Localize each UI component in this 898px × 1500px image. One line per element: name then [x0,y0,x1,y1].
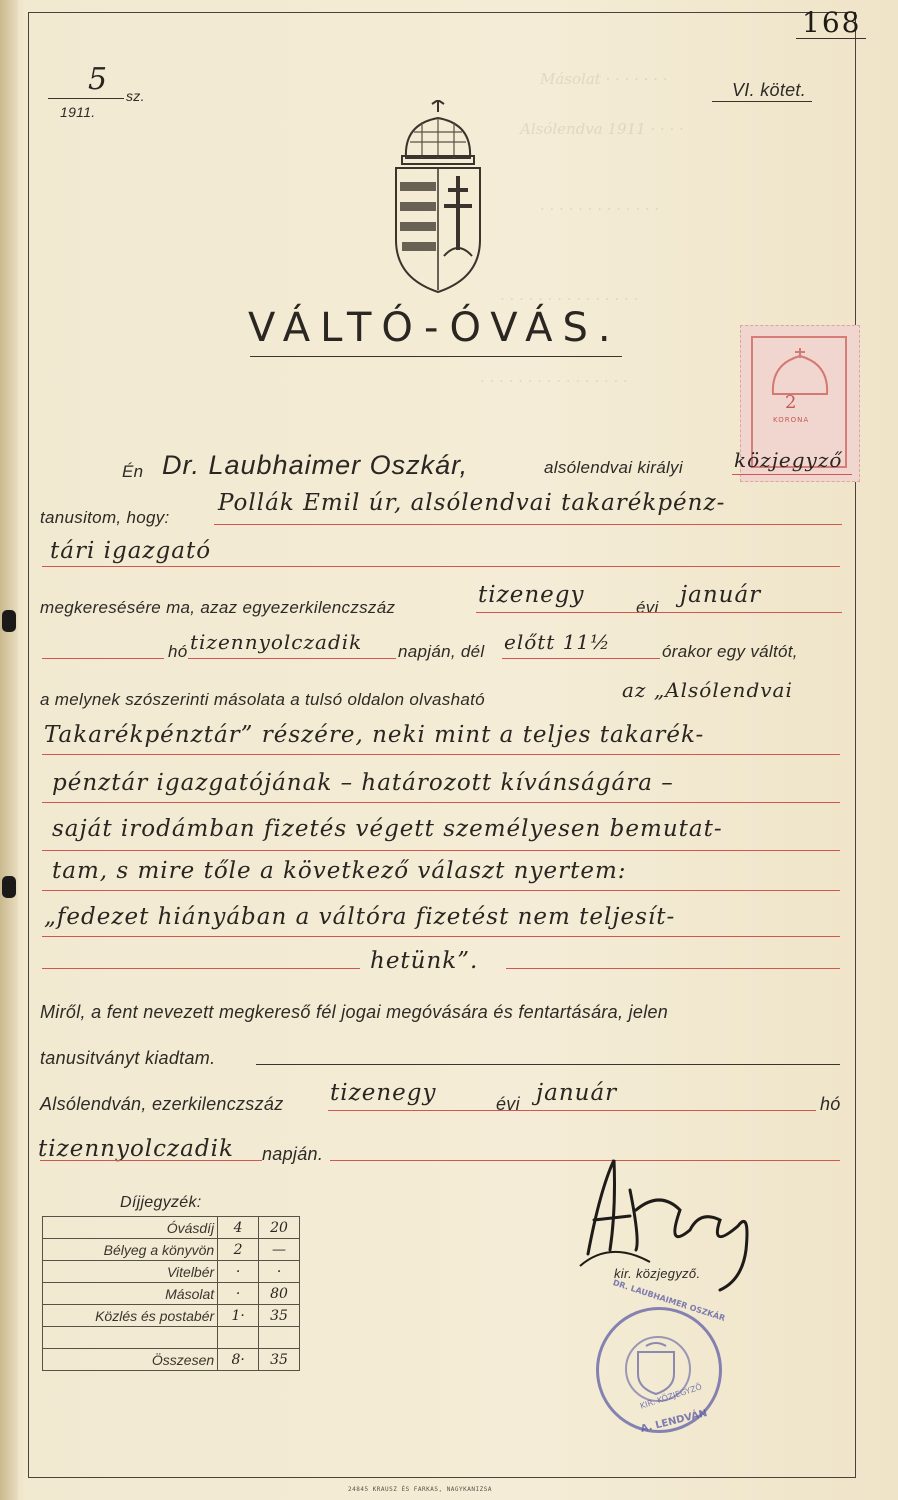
red-rule [42,850,840,851]
text-certify: tanusitom, hogy: [40,508,170,527]
table-row [43,1283,300,1305]
hand-requester-cont: tári igazgató [50,538,212,564]
seal-arms-icon [628,1340,684,1396]
hand-month-2: január [536,1080,618,1106]
fees-heading: Díjjegyzék: [120,1194,202,1211]
hand-line-9: saját irodámban fizetés végett személyesen bemutat- [52,816,723,842]
crown-icon [765,348,835,398]
text-royal: alsólendvai királyi [544,458,683,477]
stamp-value: 2 [785,392,797,413]
red-rule [502,658,660,659]
fee-table [42,1216,300,1371]
table-row [43,1305,300,1327]
hand-month-1: január [680,582,762,608]
printer-imprint: 24845 KRAUSZ ÉS FARKAS, NAGYKANIZSA [348,1486,492,1493]
red-rule [214,524,842,525]
fee-label: Közlés és postabér [43,1305,218,1327]
fee-label: Összesen [43,1349,218,1371]
text-evi-1: évi [636,598,659,617]
red-rule [188,658,396,659]
signature-caption: kir. közjegyző. [614,1266,701,1281]
text-evi-2: évi [496,1094,520,1114]
red-rule [42,968,360,969]
hand-line-12: hetünk”. [370,948,479,974]
table-row [43,1327,300,1349]
text-napjan-2: napján. [262,1144,324,1164]
stamp-unit: KORONA [773,416,810,424]
fee-filler: · [259,1261,300,1283]
black-rule [256,1064,840,1065]
notary-name: Dr. Laubhaimer Oszkár, [162,450,469,480]
fee-label: Bélyeg a könyvön [43,1239,218,1261]
page-number-rule [796,38,866,39]
entry-number-suffix: sz. [126,88,145,104]
seal-bottom-text: A. LENDVÁN [639,1407,709,1436]
seal-outer-text: DR. LAUBHAIMER OSZKÁR [611,1278,727,1323]
fee-filler: — [259,1239,300,1261]
red-rule [42,566,840,567]
red-rule [42,936,840,937]
red-rule [732,474,852,475]
fee-korona: 4 [218,1217,259,1239]
hand-line-11: „fedezet hiányában a váltóra fizetést nem teljesít- [44,904,676,930]
fee-label: Óvásdíj [43,1217,218,1239]
volume-rule [712,101,812,102]
hand-year-2: tizenegy [330,1080,437,1106]
fee-korona: 8· [218,1349,259,1371]
text-issued: tanusitványt kiadtam. [40,1048,216,1068]
text-ho-1: hó [168,642,188,661]
table-row [43,1349,300,1371]
text-en: Én [122,462,144,481]
fee-label: Másolat [43,1283,218,1305]
hand-notary-title: közjegyző [734,448,843,472]
fee-label: Vitelbér [43,1261,218,1283]
entry-year: 1911. [60,104,96,120]
binding-hole [2,610,16,632]
coat-of-arms-icon [392,100,484,300]
table-row [43,1261,300,1283]
red-rule [42,890,840,891]
hand-day-2: tizennyolczadik [38,1136,234,1162]
text-ho-2: hó [820,1094,841,1114]
hand-line-7: Takarékpénztár” részére, neki mint a teljes takarék- [44,722,705,748]
red-rule [328,1110,816,1111]
seal-inner-text: KIR. KÖZJEGYZŐ [638,1382,704,1411]
fee-korona: 1· [218,1305,259,1327]
text-request-date: megkeresésére ma, azaz egyezerkilenczszáz [40,598,396,617]
hand-requester: Pollák Emil úr, alsólendvai takarékpénz- [218,490,726,516]
fee-korona: · [218,1283,259,1305]
red-rule [42,658,164,659]
register-page: Másolat · · · · · · · Alsólendva 1911 · · · · · · · · · · · · · · · · · · · · · · · · · · · · · · · · · · · · · · · · · · · · · · · · 168 5 sz. 1911. VI. kötet. VÁLTÓ-ÓVÁS. 2 KORONA Én Dr. Laubhaimer Oszkár, alsólendvai királyi közjegyző tanusitom, hogy: Pollák Emil úr, alsólendvai takarékpénz- tári igazgató megkeresésére ma, azaz egyezerkilenczszáz tizenegy évi január hó tizennyolczadik napján, dél előtt 11½ órakor egy váltót, a melynek szószerinti másolata a tulsó oldalon olvasható az „Alsólendvai Takarékpénztár” részére, neki mint a teljes takarék- pénztár igazgatójának – határozott kívánságára – saját irodámban fizetés végett személyesen bemutat- tam, s mire tőle a következő választ nyertem: „fedezet hiányában a váltóra fizetést nem teljesít- hetünk”. Miről, a fent nevezett megkereső fél jogai megóvására és fentartására, jelen tanusitványt kiadtam. Alsólendván, ezerkilenczszáz tizenegy évi január hó tizennyolczadik napján. Díjjegyzék: Óvásdíj 4 20 Bélyeg a könyvön 2 — Vitelbér · · Másolat · 80 Közlés és postabér 1· 35 Összesen 8· 35 kir. közjegyző. DR. LAUBHAIMER OSZKÁR KIR. KÖZJEGYZŐ A. LENDVÁN 24845 KRAUSZ ÉS FARKAS, NAGYKANIZSA [0,0,898,1500]
text-napjan-1: napján, dél [398,642,485,661]
hand-line-10: tam, s mire tőle a következő választ nyertem: [52,858,627,884]
volume-label: VI. kötet. [732,80,807,100]
red-rule [40,1160,262,1161]
hand-bank: az „Alsólendvai [622,678,793,702]
binding-hole [2,876,16,898]
fee-label [43,1327,218,1349]
text-copy-note: a melynek szószerinti másolata a tulsó oldalon olvasható [40,690,485,709]
hand-time: előtt 11½ [504,630,611,654]
red-rule [476,612,842,613]
fee-korona [218,1327,259,1349]
fee-filler: 35 [259,1349,300,1371]
fee-filler: 20 [259,1217,300,1239]
red-rule [42,802,840,803]
text-place-date: Alsólendván, ezerkilenczszáz [40,1094,284,1114]
entry-rule [48,98,124,99]
red-rule [506,968,840,969]
title-rule [250,356,622,357]
hand-year-1: tizenegy [478,582,585,608]
text-closing: Miről, a fent nevezett megkereső fél jogai megóvására és fentartására, jelen [40,1002,669,1022]
hand-day-1: tizennyolczadik [190,630,363,654]
fee-korona: 2 [218,1239,259,1261]
table-row [43,1239,300,1261]
hand-line-8: pénztár igazgatójának – határozott kívánságára – [52,770,674,796]
fee-filler: 35 [259,1305,300,1327]
binding-edge [0,0,18,1500]
fee-filler [259,1327,300,1349]
red-rule [42,754,840,755]
fee-filler: 80 [259,1283,300,1305]
table-row [43,1217,300,1239]
entry-number: 5 [88,62,109,97]
text-oclock: órakor egy váltót, [662,642,798,661]
page-number: 168 [802,6,862,39]
fee-korona: · [218,1261,259,1283]
document-title: VÁLTÓ-ÓVÁS. [248,305,621,351]
